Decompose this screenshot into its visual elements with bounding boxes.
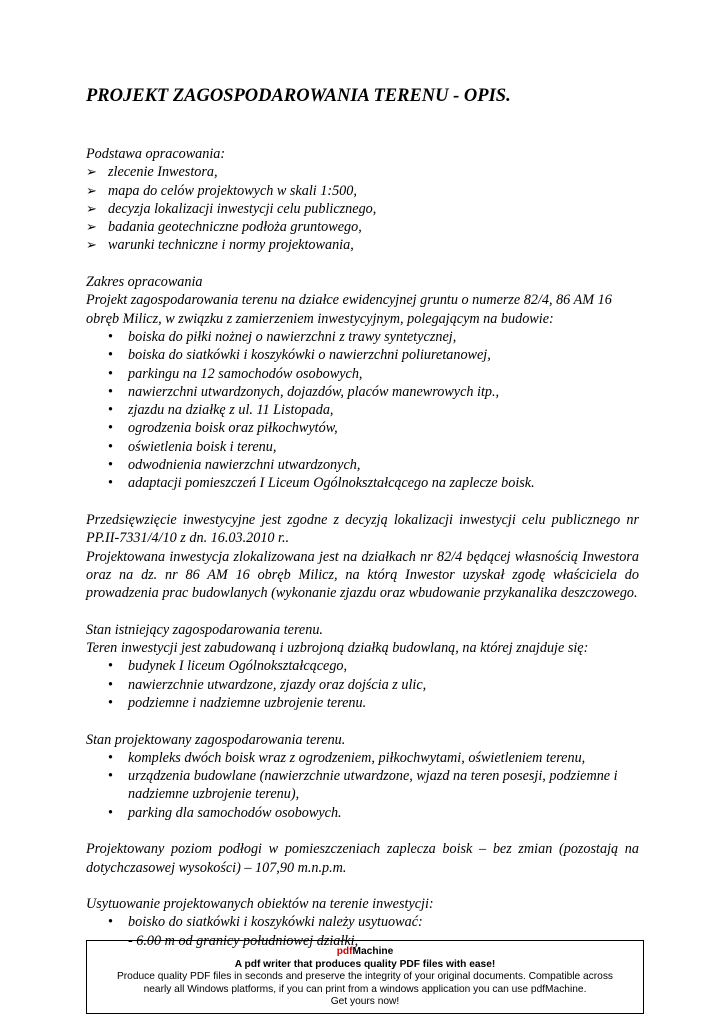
existing-heading: Stan istniejący zagospodarowania terenu. [86, 621, 323, 638]
bullet-icon: • [108, 383, 113, 400]
pdfmachine-footer [86, 940, 644, 1014]
placement-list [86, 913, 639, 931]
arrow-bullet-icon: ➢ [86, 219, 97, 235]
list-item [86, 749, 639, 767]
arrow-bullet-icon: ➢ [86, 182, 97, 198]
list-item-text: odwodnienia nawierzchni utwardzonych, [128, 457, 361, 474]
list-item-text: parking dla samochodów osobowych. [128, 804, 342, 821]
floor-level-paragraph: Projektowany poziom podłogi w pomieszczeniach zaplecza boisk – bez zmian (pozostają na dotychczasowej wysokości) – 107,90 m.n.p.m. [86, 841, 639, 876]
planned-heading: Stan projektowany zagospodarowania terenu. [86, 731, 346, 748]
list-item [86, 419, 639, 437]
brand-suffix: Machine [352, 946, 394, 957]
list-item-text: boiska do siatkówki i koszykówki o nawierzchni poliuretanowej, [128, 347, 491, 364]
existing-intro: Teren inwestycji jest zabudowaną i uzbrojoną działką budowlaną, na której znajduje się: [86, 640, 589, 657]
list-item [86, 676, 639, 694]
list-item-text: badania geotechniczne podłoża gruntowego, [108, 219, 362, 236]
list-item [86, 328, 639, 346]
list-item [86, 456, 639, 474]
compliance-paragraph: Przedsięwzięcie inwestycyjne jest zgodne z decyzją lokalizacji inwestycji celu publicznego nr PP.II-7331/4/10 z dn. 16.03.2010 r.. [86, 511, 639, 547]
list-item-text: budynek I liceum Ogólnokształcącego, [128, 658, 348, 675]
basis-list [86, 163, 639, 254]
scope-intro-line1: Projekt zagospodarowania terenu na działce ewidencyjnej gruntu o numerze 82/4, 86 AM 16 [86, 292, 612, 309]
bullet-icon: • [108, 420, 113, 437]
list-item-text: urządzenia budowlane (nawierzchnie utwardzone, wjazd na teren posesji, podziemne i nadziemne uzbrojenie terenu), [128, 768, 618, 803]
placement-sub-item: - 6.00 m od granicy południowej działki, [128, 932, 359, 949]
list-item-text: ogrodzenia boisk oraz piłkochwytów, [128, 420, 338, 437]
list-item-text: warunki techniczne i normy projektowania, [108, 237, 354, 254]
scope-intro-line2: obręb Milicz, w związku z zamierzeniem inwestycyjnym, polegającym na budowie: [86, 310, 554, 327]
list-item [86, 804, 639, 822]
document-title: PROJEKT ZAGOSPODAROWANIA TERENU - OPIS. [86, 86, 511, 106]
list-item [86, 913, 639, 931]
arrow-bullet-icon: ➢ [86, 164, 97, 180]
placement-heading: Usytuowanie projektowanych obiektów na terenie inwestycji: [86, 896, 434, 913]
document-body [86, 145, 639, 950]
basis-heading: Podstawa opracowania: [86, 146, 226, 162]
list-item-text: kompleks dwóch boisk wraz z ogrodzeniem, piłkochwytami, oświetleniem terenu, [128, 749, 586, 766]
bullet-icon: • [108, 347, 113, 364]
list-item-text: zlecenie Inwestora, [108, 164, 218, 181]
list-item-text: adaptacji pomieszczeń I Liceum Ogólnokształcącego na zaplecze boisk. [128, 475, 535, 492]
list-item [86, 383, 639, 401]
list-item-text: mapa do celów projektowych w skali 1:500, [108, 182, 357, 199]
list-item-text: decyzja lokalizacji inwestycji celu publicznego, [108, 200, 377, 217]
list-item [86, 401, 639, 419]
bullet-icon: • [108, 768, 113, 785]
bullet-icon: • [108, 457, 113, 474]
list-item [86, 657, 639, 675]
arrow-bullet-icon: ➢ [86, 200, 97, 216]
footer-line: Produce quality PDF files in seconds and preserve the integrity of your original documents. Compatible across [116, 971, 614, 983]
bullet-icon: • [108, 402, 113, 419]
planned-list [86, 749, 639, 822]
list-item [86, 438, 639, 456]
bullet-icon: • [108, 804, 113, 821]
list-item [86, 218, 639, 236]
existing-list [86, 657, 639, 712]
location-paragraph: Projektowana inwestycja zlokalizowana jest na działkach nr 82/4 będącej własnością Inwestora oraz na dz. nr 86 AM 16 obręb Milicz, na którą Inwestor uzyskał zgodę właściciela do prowadzenia prac budowlanych (wykonanie zjazdu oraz wbudowanie przykanalika deszczowego. [86, 548, 639, 602]
list-item-text: nawierzchni utwardzonych, dojazdów, placów manewrowych itp., [128, 383, 500, 400]
list-item-text: boiska do piłki nożnej o nawierzchni z trawy syntetycznej, [128, 328, 457, 345]
list-item-text: nawierzchnie utwardzone, zjazdy oraz dojścia z ulic, [128, 676, 427, 693]
brand-prefix: pdf [336, 946, 353, 957]
footer-tagline: A pdf writer that produces quality PDF files with ease! [234, 958, 496, 970]
bullet-icon: • [108, 475, 113, 492]
list-item-text: parkingu na 12 samochodów osobowych, [128, 365, 363, 382]
list-item-text: podziemne i nadziemne uzbrojenie terenu. [128, 694, 367, 711]
scope-list [86, 328, 639, 493]
list-item-text: boisko do siatkówki i koszykówki należy usytuować: [128, 914, 423, 931]
list-item-text: zjazdu na działkę z ul. 11 Listopada, [128, 402, 334, 419]
bullet-icon: • [108, 365, 113, 382]
list-item [86, 365, 639, 383]
list-item [86, 346, 639, 364]
footer-line: nearly all Windows platforms, if you can print from a windows application you can use pdfMachine. [143, 983, 587, 995]
bullet-icon: • [108, 694, 113, 711]
list-item [86, 200, 639, 218]
bullet-icon: • [108, 914, 113, 931]
scope-heading: Zakres opracowania [86, 274, 203, 291]
footer-cta: Get yours now! [330, 996, 400, 1008]
list-item [86, 694, 639, 712]
list-item [86, 182, 639, 200]
bullet-icon: • [108, 676, 113, 693]
bullet-icon: • [108, 438, 113, 455]
bullet-icon: • [108, 328, 113, 345]
bullet-icon: • [108, 658, 113, 675]
bullet-icon: • [108, 749, 113, 766]
arrow-bullet-icon: ➢ [86, 237, 97, 253]
footer-brand [87, 946, 643, 959]
list-item [86, 767, 639, 804]
list-item [86, 163, 639, 181]
list-item [86, 474, 639, 492]
list-item-text: oświetlenia boisk i terenu, [128, 438, 277, 455]
list-item [86, 236, 639, 254]
